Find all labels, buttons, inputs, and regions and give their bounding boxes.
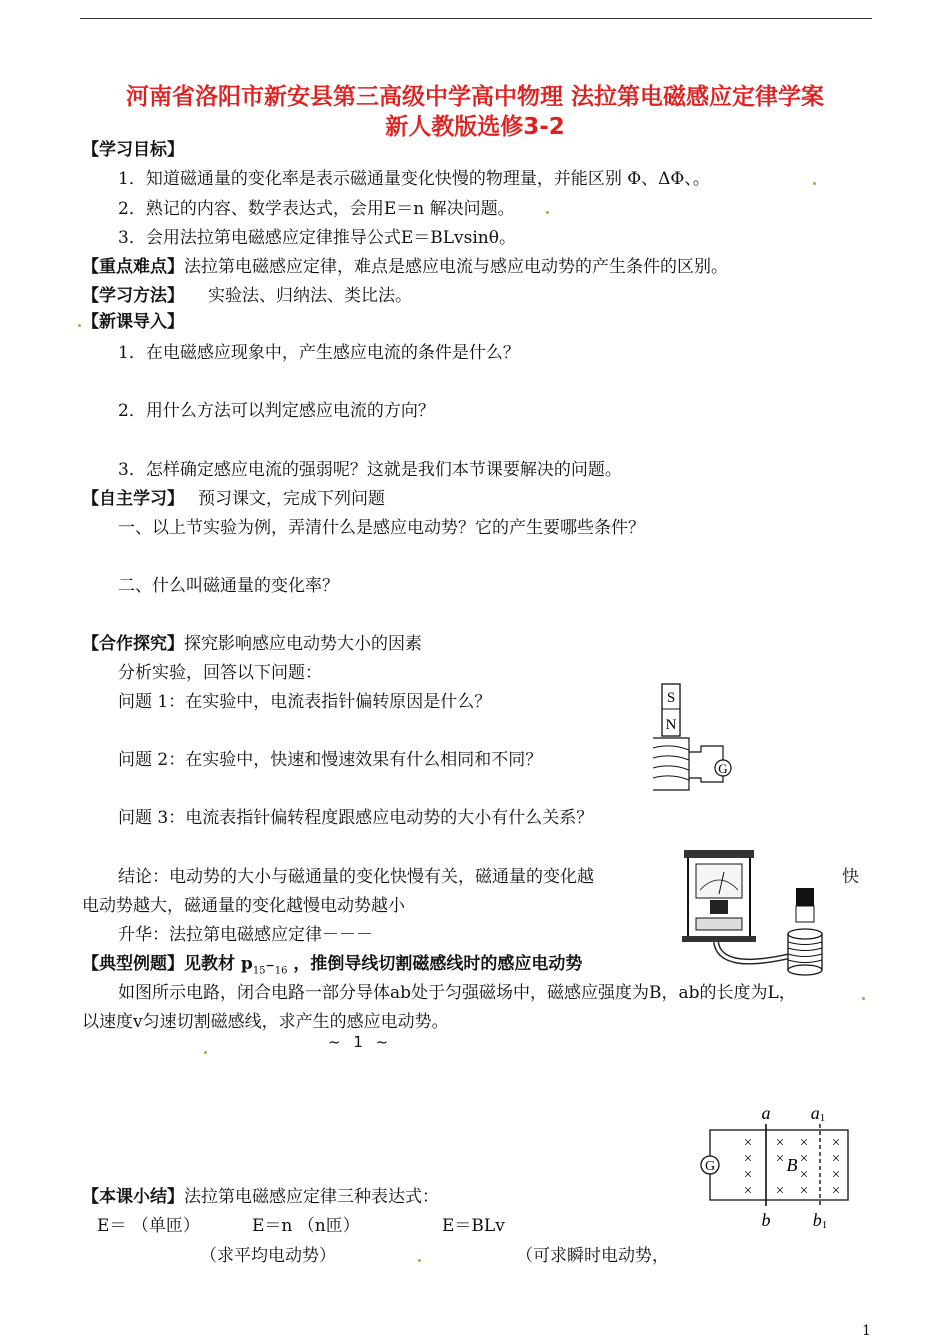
svg-text:×: × bbox=[799, 1183, 809, 1199]
svg-text:×: × bbox=[775, 1183, 785, 1199]
self-study-item: 二、什么叫磁通量的变化率？ bbox=[118, 576, 339, 596]
methods bbox=[82, 286, 412, 306]
scan-speck bbox=[546, 211, 549, 214]
svg-text:×: × bbox=[743, 1167, 753, 1183]
example-sub2: 16 bbox=[274, 965, 288, 977]
goal-item: 3．会用法拉第电磁感应定律推导公式E＝BLvsinθ。 bbox=[118, 228, 516, 248]
svg-text:×: × bbox=[831, 1167, 841, 1183]
self-study-text: 预习课文，完成下列问题 bbox=[198, 489, 385, 509]
scan-speck bbox=[418, 1259, 421, 1262]
goals-heading: 【学习目标】 bbox=[82, 140, 184, 160]
svg-text:×: × bbox=[799, 1135, 809, 1151]
label-b1 bbox=[813, 1210, 828, 1231]
svg-text:×: × bbox=[799, 1151, 809, 1167]
top-rule bbox=[80, 18, 872, 19]
explore-text: 探究影响感应电动势大小的因素 bbox=[184, 634, 422, 654]
intro-item: 3．怎样确定感应电流的强弱呢？这就是我们本节课要解决的问题。 bbox=[118, 460, 622, 480]
summary-formula-3: E＝BLv bbox=[442, 1216, 505, 1236]
svg-text:×: × bbox=[743, 1151, 753, 1167]
example-text-a: 见教材 p bbox=[184, 954, 253, 974]
document-title-line1: 河南省洛阳市新安县第三高级中学高中物理 法拉第电磁感应定律学案 bbox=[125, 84, 824, 110]
label-a1-sub: 1 bbox=[819, 1112, 826, 1124]
svg-text:×: × bbox=[799, 1167, 809, 1183]
example-line bbox=[82, 954, 582, 981]
methods-heading: 【学习方法】 bbox=[82, 286, 184, 306]
page-marker: ~ 1 ~ bbox=[328, 1033, 393, 1051]
summary-text: 法拉第电磁感应定律三种表达式： bbox=[184, 1187, 439, 1207]
scan-speck bbox=[862, 997, 865, 1000]
key-points-text: 法拉第电磁感应定律，难点是感应电流与感应电动势的产生条件的区别。 bbox=[184, 257, 728, 277]
methods-text: 实验法、归纳法、类比法。 bbox=[208, 286, 412, 306]
bar-magnet-light bbox=[796, 906, 814, 922]
meter-experiment-figure bbox=[680, 848, 840, 984]
self-study bbox=[82, 489, 385, 509]
summary-heading: 【本课小结】 bbox=[82, 1187, 184, 1207]
intro-item: 1．在电磁感应现象中，产生感应电流的条件是什么？ bbox=[118, 343, 520, 363]
scan-speck bbox=[813, 182, 816, 185]
explore-lead: 分析实验，回答以下问题： bbox=[118, 663, 322, 683]
explore-conclusion-b: 快 bbox=[842, 867, 859, 887]
label-a: a bbox=[761, 1103, 771, 1123]
example-sub1: 15 bbox=[252, 965, 266, 977]
magnet-coil-figure bbox=[645, 682, 755, 794]
meter-base-panel bbox=[696, 918, 742, 930]
galvanometer-label: G bbox=[718, 761, 728, 776]
summary-formula-1: E＝ （单匝） bbox=[97, 1216, 200, 1236]
example-text-b: ，推倒导线切割磁感线时的感应电动势 bbox=[287, 954, 583, 974]
coil-wire-top bbox=[689, 746, 723, 760]
svg-text:×: × bbox=[831, 1151, 841, 1167]
coil-bottom bbox=[788, 965, 822, 975]
magnet-pole-n: N bbox=[665, 717, 677, 733]
document-title-line2: 新人教版选修3-2 bbox=[385, 114, 565, 140]
self-study-item: 一、以上节实验为例，弄清什么是感应电动势？它的产生要哪些条件？ bbox=[118, 518, 645, 538]
svg-text:×: × bbox=[831, 1183, 841, 1199]
summary-note-1: （求平均电动势） bbox=[200, 1246, 336, 1266]
svg-text:×: × bbox=[743, 1183, 753, 1199]
magnet-pole-s: S bbox=[666, 690, 676, 706]
example-dash: − bbox=[265, 959, 275, 972]
example-body1: 如图所示电路，闭合电路一部分导体ab处于匀强磁场中，磁感应强度为B，ab的长度为L， bbox=[118, 983, 796, 1003]
scan-speck bbox=[204, 1051, 207, 1054]
svg-text:×: × bbox=[743, 1135, 753, 1151]
svg-text:×: × bbox=[831, 1135, 841, 1151]
summary-formula-2: E＝n （n匝） bbox=[252, 1216, 360, 1236]
explore-heading: 【合作探究】 bbox=[82, 634, 184, 654]
explore-question: 问题 3：电流表指针偏转程度跟感应电动势的大小有什么关系？ bbox=[118, 808, 594, 828]
svg-text:×: × bbox=[775, 1151, 785, 1167]
summary bbox=[82, 1187, 439, 1207]
intro-heading: 【新课导入】 bbox=[82, 312, 184, 332]
meter-core bbox=[710, 900, 728, 914]
goal-item: 2．熟记的内容、数学表达式，会用E＝n 解决问题。 bbox=[118, 199, 515, 219]
key-points bbox=[82, 257, 728, 277]
label-b: b bbox=[761, 1210, 771, 1230]
example-body2: 以速度v匀速切割磁感线，求产生的感应电动势。 bbox=[82, 1012, 449, 1032]
explore bbox=[82, 634, 422, 654]
galvanometer-label: G bbox=[704, 1159, 716, 1174]
field-label: B bbox=[786, 1155, 798, 1175]
label-a1 bbox=[811, 1103, 826, 1124]
label-b1-main: b bbox=[812, 1210, 822, 1230]
meter-box-top bbox=[684, 850, 754, 858]
self-study-heading: 【自主学习】 bbox=[82, 489, 184, 509]
coil-windings bbox=[653, 746, 689, 780]
explore-conclusion-c: 电动势越大，磁通量的变化越慢电动势越小 bbox=[82, 896, 405, 916]
page-number: 1 bbox=[862, 1323, 871, 1339]
summary-note-2: （可求瞬时电动势， bbox=[516, 1246, 669, 1266]
explore-sublimation: 升华：法拉第电磁感应定律－－－ bbox=[118, 925, 373, 945]
example-heading: 【典型例题】 bbox=[82, 954, 184, 974]
label-b1-sub: 1 bbox=[821, 1219, 828, 1231]
explore-question: 问题 1：在实验中，电流表指针偏转原因是什么？ bbox=[118, 692, 492, 712]
key-points-heading: 【重点难点】 bbox=[82, 257, 184, 277]
coil-top bbox=[788, 929, 822, 939]
intro-item: 2．用什么方法可以判定感应电流的方向？ bbox=[118, 401, 435, 421]
label-a1-main: a bbox=[810, 1103, 820, 1123]
scan-speck bbox=[78, 324, 81, 327]
explore-conclusion-a: 结论：电动势的大小与磁通量的变化快慢有关，磁通量的变化越 bbox=[118, 867, 594, 887]
meter-base bbox=[682, 936, 756, 942]
coil-wire-bottom bbox=[689, 776, 723, 782]
goal-item: 1．知道磁通量的变化率是表示磁通量变化快慢的物理量，并能区别 Φ、ΔΦ、。 bbox=[118, 169, 710, 189]
svg-text:×: × bbox=[775, 1135, 785, 1151]
explore-question: 问题 2：在实验中，快速和慢速效果有什么相同和不同？ bbox=[118, 750, 543, 770]
circuit-figure bbox=[696, 1102, 860, 1232]
